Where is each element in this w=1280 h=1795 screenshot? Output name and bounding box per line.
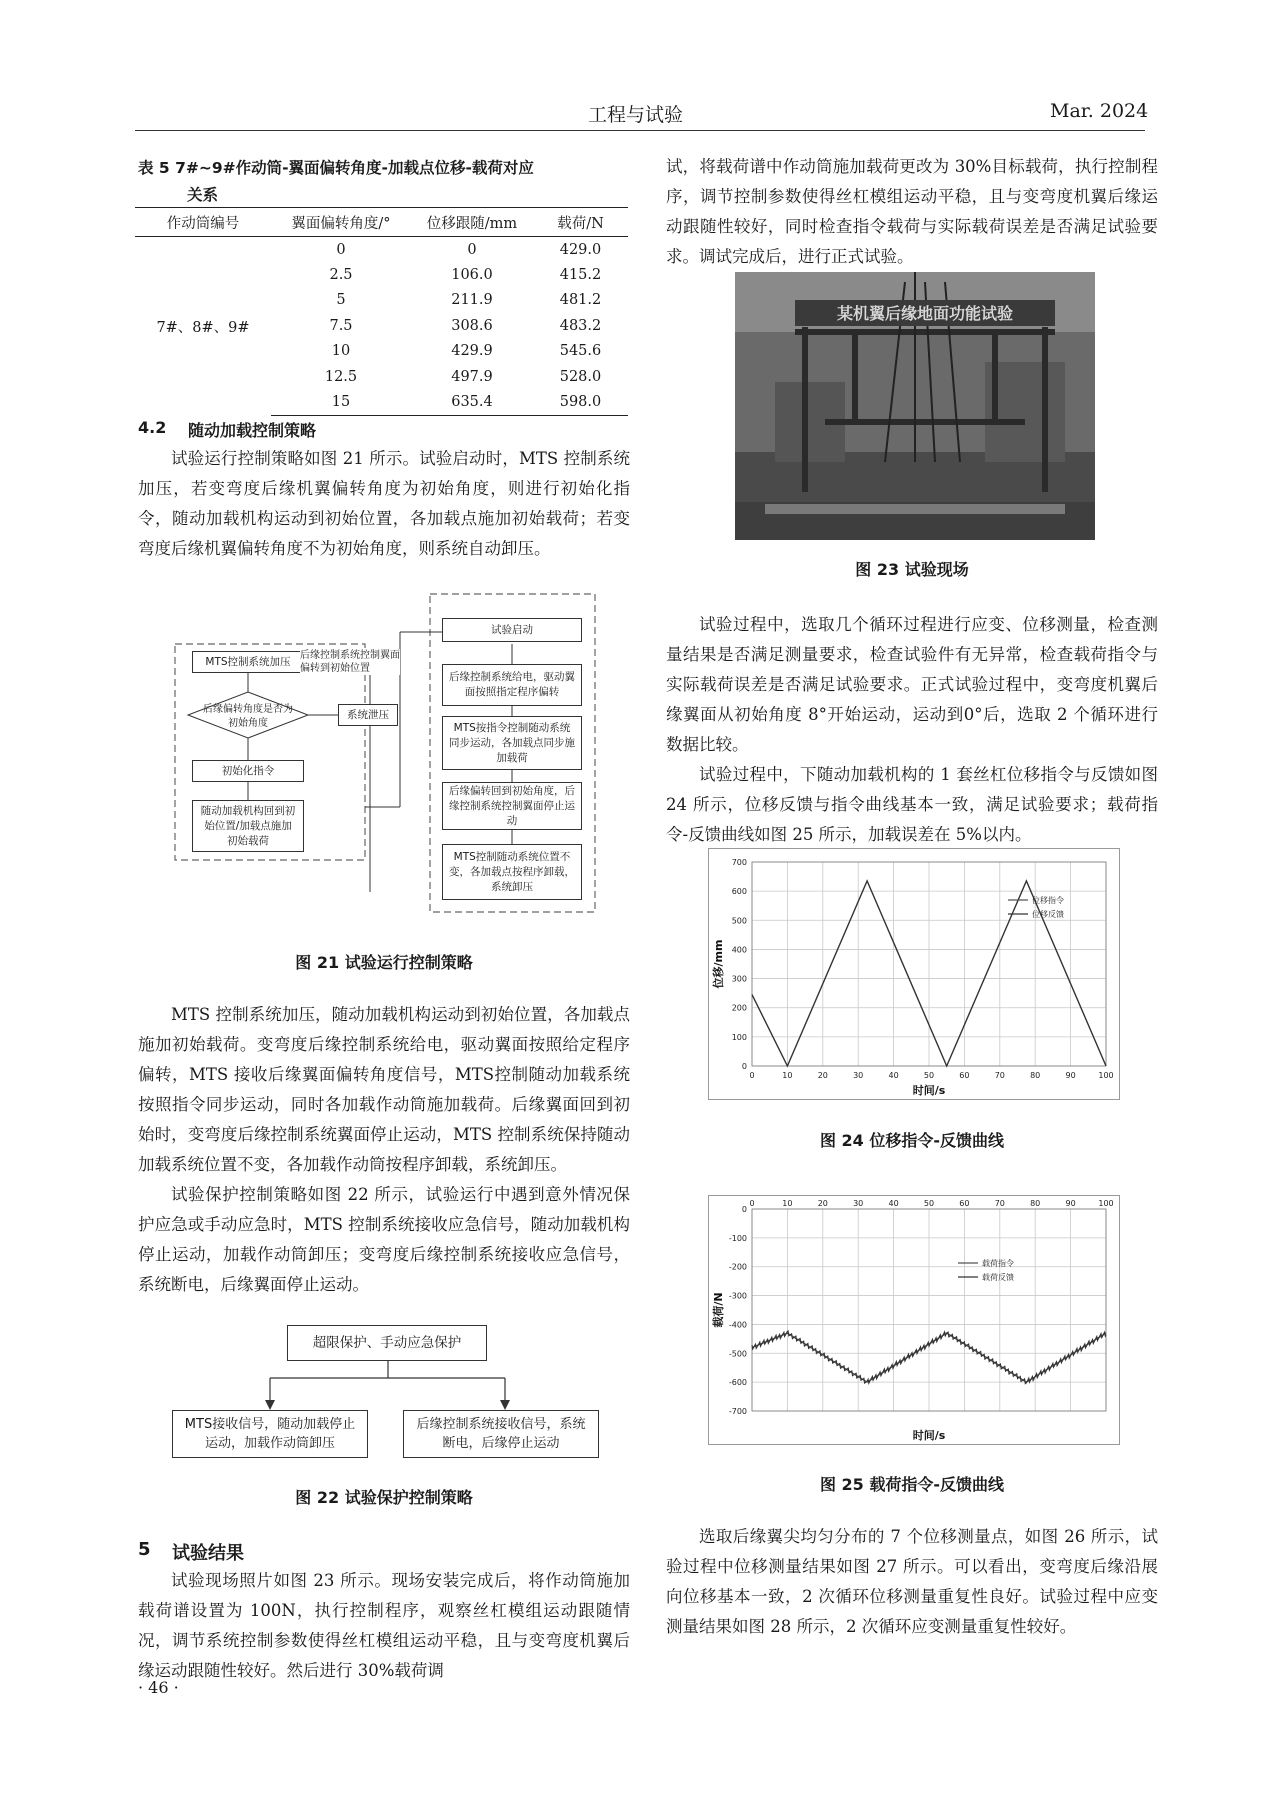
y-axis-label: 载荷/N [712, 1292, 725, 1328]
table5-caption-cont: 关系 [187, 186, 219, 204]
table-cell: 0 [467, 241, 477, 258]
text-line: 按照给定程序偏转，MTS 接收后缘翼面偏转角度信号，MTS [138, 1035, 631, 1084]
table-cell: 481.2 [559, 292, 602, 309]
table-cell: 211.9 [451, 292, 493, 309]
text-line: 随动加载机构停止运动，加载作动筒卸压；变弯度后缘控制 [138, 1215, 631, 1264]
text-line: 示，试验过程中位移测量结果如图 27 所示。可以看出，变弯 [666, 1527, 1158, 1576]
x-axis-label: 时间/s [912, 1084, 946, 1097]
test-site-photo [735, 272, 1095, 540]
table-cell: 308.6 [451, 317, 493, 334]
fig23-caption: 图 23 试验现场 [855, 560, 969, 579]
table-cell: 483.2 [559, 317, 602, 334]
flow-unload: 系统泄压 [338, 704, 398, 726]
x-tick-label: 50 [923, 1071, 935, 1080]
flow-decision-initial-angle: 后缘偏转角度是否为初始角度 [203, 704, 293, 729]
left-paragraph-4 [138, 1566, 630, 1686]
table-cell: 598.0 [533, 389, 628, 415]
y-tick-label: -300 [728, 1291, 747, 1301]
fig24-chart [708, 848, 1120, 1100]
x-tick-label: 70 [994, 1071, 1005, 1080]
fig22-caption: 图 22 试验保护控制策略 [295, 1488, 473, 1507]
right-paragraph-4 [666, 1522, 1158, 1642]
flow-step-deflect: 后缘控制系统给电，驱动翼面按照指定程序偏转 [442, 664, 582, 706]
text-line: 求；载荷指令-反馈曲线如图 25 所示，加载误差在 5%以内。 [666, 795, 1158, 844]
right-paragraph-2 [666, 610, 1158, 850]
y-tick-label: 200 [731, 1003, 747, 1013]
table-cell: 106.0 [451, 267, 493, 284]
text-line: 试验过程中，选取几个循环过程进行应变、位移测量，检 [699, 615, 1125, 634]
x-tick-label: 0 [749, 1199, 755, 1208]
right-paragraph-1 [666, 152, 1158, 272]
x-tick-label: 100 [1098, 1071, 1114, 1080]
text-line: 误差是否满足试验要求。调试完成后，进行正式试验。 [666, 217, 1159, 266]
fig25-chart [708, 1195, 1120, 1445]
x-tick-label: 10 [782, 1199, 793, 1208]
x-tick-label: 60 [959, 1199, 970, 1208]
header-rule [135, 130, 1145, 131]
text-line: 载荷指令与实际载荷误差是否满足试验要求。正式试验过 [666, 645, 1159, 694]
text-line: 查测量结果是否满足测量要求，检查试验件有无异常，检查 [666, 615, 1159, 664]
journal-name: 工程与试验 [588, 104, 684, 126]
flow-start: 试验启动 [442, 618, 582, 642]
text-line: 筒施加载荷谱设置为 100N，执行控制程序，观察丝杠模组运 [138, 1571, 630, 1620]
table-cell: 429.0 [559, 241, 602, 258]
x-tick-label: 100 [1098, 1199, 1114, 1208]
fig22-mts-branch: MTS接收信号，随动加载停止运动，加载作动筒卸压 [172, 1410, 368, 1458]
table-header: 翼面偏转角度/° [271, 208, 411, 237]
y-tick-label: -200 [728, 1262, 747, 1272]
text-line: 加载荷。后缘翼面回到初始时，变弯度后缘控制系统翼面停 [138, 1095, 631, 1144]
x-axis-label: 时间/s [912, 1429, 946, 1442]
x-tick-label: 90 [1065, 1199, 1076, 1208]
y-tick-label: 700 [731, 858, 747, 867]
table-cell: 10 [331, 343, 351, 360]
flow-note: 后缘控制系统控制翼面偏转到初始位置 [300, 650, 400, 674]
table-cell: 0 [336, 241, 346, 258]
x-tick-label: 30 [853, 1199, 864, 1208]
section-number: 4.2 [138, 418, 167, 437]
table-cell: 497.9 [451, 368, 493, 385]
legend-entry: 位移反馈 [1032, 910, 1064, 919]
table-header: 作动筒编号 [135, 208, 271, 237]
text-line: 试验过程中，下随动加载机构的 1 套丝杠位移指令与反 [699, 765, 1108, 784]
x-tick-label: 40 [888, 1071, 899, 1080]
table-cell: 2.5 [329, 267, 353, 284]
text-line: 加载点施加初始载荷。变弯度后缘控制系统给电，驱动翼面 [138, 1005, 631, 1054]
text-line: 制系统加压，若变弯度后缘机翼偏转角度为初始角度，则进 [138, 449, 631, 498]
table5-caption: 表 5 7#~9#作动筒-翼面偏转角度-加载点位移-载荷对应 [138, 159, 534, 177]
x-tick-label: 60 [959, 1071, 970, 1080]
left-paragraph-2 [138, 1000, 630, 1300]
fig22-trigger: 超限保护、手动应急保护 [287, 1325, 487, 1361]
text-line: 0°后，选取 2 个循环进行数据比较。 [666, 705, 1158, 754]
issue-date: Mar. 2024 [1050, 100, 1149, 122]
text-line: 量重复性较好。 [960, 1617, 1077, 1636]
text-line: 控制随动加载系统按照指令同步运动，同时各加载作动筒施 [138, 1065, 630, 1114]
x-tick-label: 80 [1030, 1071, 1041, 1080]
table-cell: 528.0 [559, 368, 602, 385]
photo-illustration [735, 272, 1095, 540]
x-tick-label: 20 [817, 1199, 828, 1208]
y-tick-label: 100 [731, 1032, 747, 1042]
legend-entry: 位移指令 [1032, 896, 1064, 905]
text-line: 加初始载荷；若变弯度后缘机翼偏转角度不为初始角度，则 [138, 509, 631, 558]
text-line: 控制程序，调节控制参数使得丝杠模组运动平稳，且与变弯 [666, 157, 1158, 206]
text-line: 试验保护控制策略如图 22 所示，试验运行中遇到意外 [171, 1185, 580, 1204]
text-line: 馈如图 24 所示，位移反馈与指令曲线基本一致，满足试验要 [666, 765, 1158, 814]
flow-to-initial: 随动加载机构回到初始位置/加载点施加初始载荷 [192, 800, 304, 852]
legend-entry: 载荷反馈 [982, 1273, 1014, 1282]
text-line: 动跟随情况，调节系统控制参数使得丝杠模组运动平稳，且 [138, 1601, 631, 1650]
table-cell: 12.5 [324, 368, 358, 385]
text-line: 试验运行控制策略如图 21 所示。试验启动时，MTS 控 [171, 449, 581, 468]
section-title: 试验结果 [172, 1543, 244, 1564]
x-tick-label: 10 [782, 1071, 793, 1080]
y-tick-label: 0 [741, 1062, 747, 1071]
table-row [135, 237, 628, 263]
y-tick-label: -100 [728, 1233, 747, 1243]
fig25-caption: 图 25 载荷指令-反馈曲线 [819, 1475, 1005, 1494]
table-header: 载荷/N [533, 208, 628, 237]
text-line: 选取后缘翼尖均匀分布的 7 个位移测量点，如图 26 所 [699, 1527, 1108, 1546]
x-tick-label: 50 [923, 1199, 935, 1208]
y-tick-label: 600 [731, 887, 747, 897]
y-tick-label: 400 [731, 945, 747, 955]
text-line: 系统接收应急信号，系统断电，后缘翼面停止运动。 [138, 1245, 631, 1294]
text-line: 好。试验过程中应变测量结果如图 28 所示，2 次循环应变测 [666, 1587, 1158, 1636]
text-line: 系统自动卸压。 [435, 539, 551, 558]
left-paragraph-1 [138, 444, 630, 564]
x-tick-label: 80 [1030, 1199, 1041, 1208]
table-cell: 545.6 [559, 343, 602, 360]
y-axis-label: 位移/mm [712, 939, 725, 989]
y-tick-label: 300 [731, 974, 747, 984]
text-line: 试，将载荷谱中作动筒施加载荷更改为 30%目标载荷，执行 [666, 157, 1109, 176]
page-number: · 46 · [138, 1678, 179, 1697]
text-line: 度后缘沿展向位移基本一致，2 次循环位移测量重复性良 [666, 1557, 1158, 1606]
x-tick-label: 70 [994, 1199, 1005, 1208]
y-tick-label: -700 [728, 1407, 747, 1416]
y-tick-label: 0 [741, 1205, 747, 1214]
x-tick-label: 90 [1065, 1071, 1076, 1080]
table5-body [135, 237, 628, 416]
x-tick-label: 30 [853, 1071, 864, 1080]
fig24-caption: 图 24 位移指令-反馈曲线 [819, 1131, 1005, 1150]
flow-init-command: 初始化指令 [192, 760, 304, 782]
table-cell: 635.4 [411, 389, 533, 415]
text-line: 行初始化指令，随动加载机构运动到初始位置，各加载点施 [138, 479, 631, 528]
flow-mts-pressurize: MTS控制系统加压 [192, 651, 304, 673]
text-line: 试验现场照片如图 23 所示。现场安装完成后，将作动 [171, 1571, 580, 1590]
text-line: 程中，变弯度机翼后缘翼面从初始角度 8°开始运动，运动到 [666, 675, 1159, 724]
text-line: 止运动，MTS 控制系统保持随动加载系统位置不变，各加载 [138, 1125, 630, 1174]
fig22-trailing-branch: 后缘控制系统接收信号，系统断电，后缘停止运动 [403, 1410, 599, 1458]
flow-step-return: 后缘偏转回到初始角度，后缘控制系统控制翼面停止运动 [442, 782, 582, 830]
text-line: 作动筒按程序卸载，系统卸压。 [336, 1155, 567, 1174]
legend-entry: 载荷指令 [982, 1259, 1014, 1268]
fig21-caption: 图 21 试验运行控制策略 [295, 953, 473, 972]
table-cell: 15 [271, 389, 411, 415]
y-tick-label: -500 [728, 1349, 747, 1359]
x-tick-label: 0 [749, 1071, 755, 1080]
section-number: 5 [138, 1539, 151, 1560]
x-tick-label: 40 [888, 1199, 899, 1208]
flow-step-sync: MTS按指令控制随动系统同步运动，各加载点同步施加载荷 [442, 716, 582, 770]
flow-step-unload: MTS控制随动系统位置不变，各加载点按程序卸载，系统卸压 [442, 844, 582, 900]
table-cell: 415.2 [559, 267, 602, 284]
text-line: 度机翼后缘运动跟随性较好，同时检查指令载荷与实际载荷 [666, 187, 1159, 236]
chart-frame [709, 849, 1120, 1100]
table-cell-group: 7#、8#、9# [156, 319, 250, 336]
table-header: 位移跟随/mm [411, 208, 533, 237]
table5 [135, 207, 628, 416]
y-tick-label: -400 [728, 1320, 747, 1330]
table-cell: 429.9 [451, 343, 493, 360]
section-title: 随动加载控制策略 [188, 421, 317, 440]
photo-banner-text: 某机翼后缘地面功能试验 [836, 304, 1014, 323]
x-tick-label: 20 [817, 1071, 828, 1080]
table-cell: 7.5 [329, 317, 353, 334]
text-line: MTS 控制系统加压，随动加载机构运动到初始位置，各 [171, 1005, 581, 1024]
chart-frame [709, 1196, 1120, 1445]
table-cell: 5 [336, 292, 346, 309]
text-line: 与变弯度机翼后缘运动跟随性较好。然后进行 30%载荷调 [138, 1631, 631, 1680]
y-tick-label: 500 [731, 916, 747, 926]
y-tick-label: -600 [728, 1378, 747, 1388]
text-line: 情况保护应急或手动应急时，MTS 控制系统接收应急信号， [138, 1185, 630, 1234]
